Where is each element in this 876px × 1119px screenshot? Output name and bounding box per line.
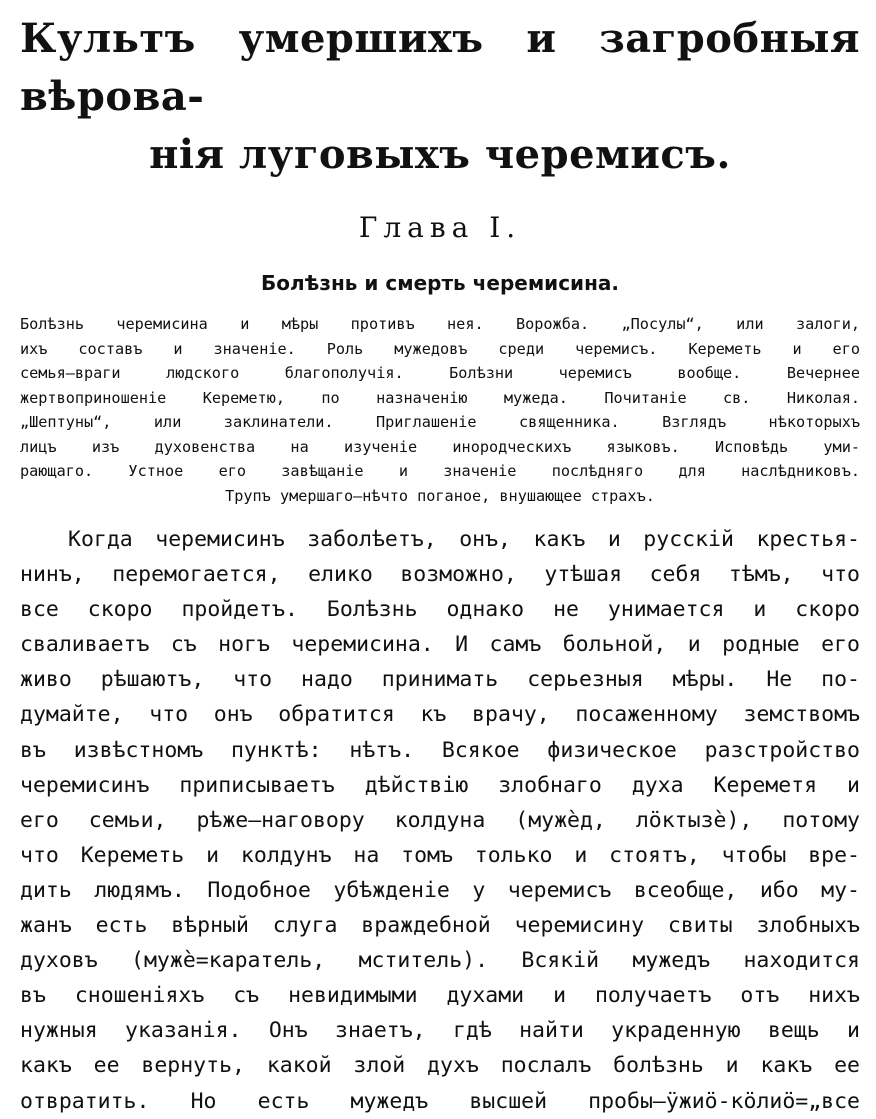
summary-line: жертвоприношеніе Кереметю, по назначенію мужеда. Почитаніе св. Николая. <box>20 388 860 407</box>
title-line-2: нія луговыхъ черемисъ. <box>149 131 731 178</box>
body-line: въ сношеніяхъ съ невидимыми духами и получаетъ отъ нихъ <box>20 983 860 1009</box>
chapter-summary <box>20 312 860 508</box>
summary-line: Болѣзнь черемисина и мѣры противъ нея. Ворожба. „Посулы“, или залоги, <box>20 315 860 333</box>
body-line: какъ ее вернуть, какой злой духъ послалъ болѣзнь и какъ ее <box>20 1053 860 1079</box>
body-paragraph <box>20 522 860 1119</box>
body-line: нужныя указанія. Онъ знаетъ, гдѣ найти украденную вещь и <box>20 1018 860 1044</box>
body-line: жанъ есть вѣрный слуга враждебной черемисину свиты злобныхъ <box>20 913 860 939</box>
summary-line: лицъ изъ духовенства на изученіе инородческихъ языковъ. Исповѣдь уми- <box>20 437 860 456</box>
body-line: сваливаетъ съ ногъ черемисина. И самъ больной, и родные его <box>20 632 860 658</box>
body-line: живо рѣшаютъ, что надо принимать серьезныя мѣры. Не по- <box>20 667 860 693</box>
body-line: дить людямъ. Подобное убѣжденіе у черемисъ всеобще, ибо му- <box>20 877 860 903</box>
body-line: думайте, что онъ обратится къ врачу, посаженному земствомъ <box>20 702 860 728</box>
body-line: что Кереметь и колдунъ на томъ только и стоятъ, чтобы вре- <box>20 842 860 868</box>
section-title: Болѣзнь и смерть черемисина. <box>261 271 619 295</box>
body-line: Когда черемисинъ заболѣетъ, онъ, какъ и русскій крестья- <box>68 527 860 552</box>
body-line: отвратить. Но есть мужедъ высшей пробы—ӱжиӧ-кӧлиӧ=„все <box>20 1088 860 1114</box>
title-line-1: Культъ умершихъ и загробныя вѣрова- <box>20 15 860 120</box>
body-line: духовъ (мужѐ=каратель, мститель). Всякій мужедъ находится <box>20 948 860 974</box>
summary-line: семья—враги людского благополучія. Болѣзни черемисъ вообще. Вечернее <box>20 364 860 382</box>
body-line: его семьи, рѣже—наговору колдуна (мужѐд, лӧктызѐ), потому <box>20 807 860 833</box>
body-line: въ извѣстномъ пунктѣ: нѣтъ. Всякое физическое разстройство <box>20 737 860 763</box>
chapter-heading: Глава I. <box>358 211 522 244</box>
summary-line: Трупъ умершаго—нѣчто поганое, внушающее страхъ. <box>225 486 655 505</box>
summary-line: „Шептуны“, или заклинатели. Приглашеніе священника. Взглядъ нѣкоторыхъ <box>20 413 860 431</box>
body-line: черемисинъ приписываетъ дѣйствію злобнаго духа Кереметя и <box>20 772 860 798</box>
body-line: все скоро пройдетъ. Болѣзнь однако не унимается и скоро <box>20 597 860 623</box>
body-line: нинъ, перемогается, елико возможно, утѣшая себя тѣмъ, что <box>20 562 860 588</box>
summary-line: ихъ составъ и значеніе. Роль мужедовъ среди черемисъ. Кереметь и его <box>20 339 860 358</box>
summary-line: рающаго. Устное его завѣщаніе и значеніе послѣдняго для наслѣдниковъ. <box>20 462 860 480</box>
